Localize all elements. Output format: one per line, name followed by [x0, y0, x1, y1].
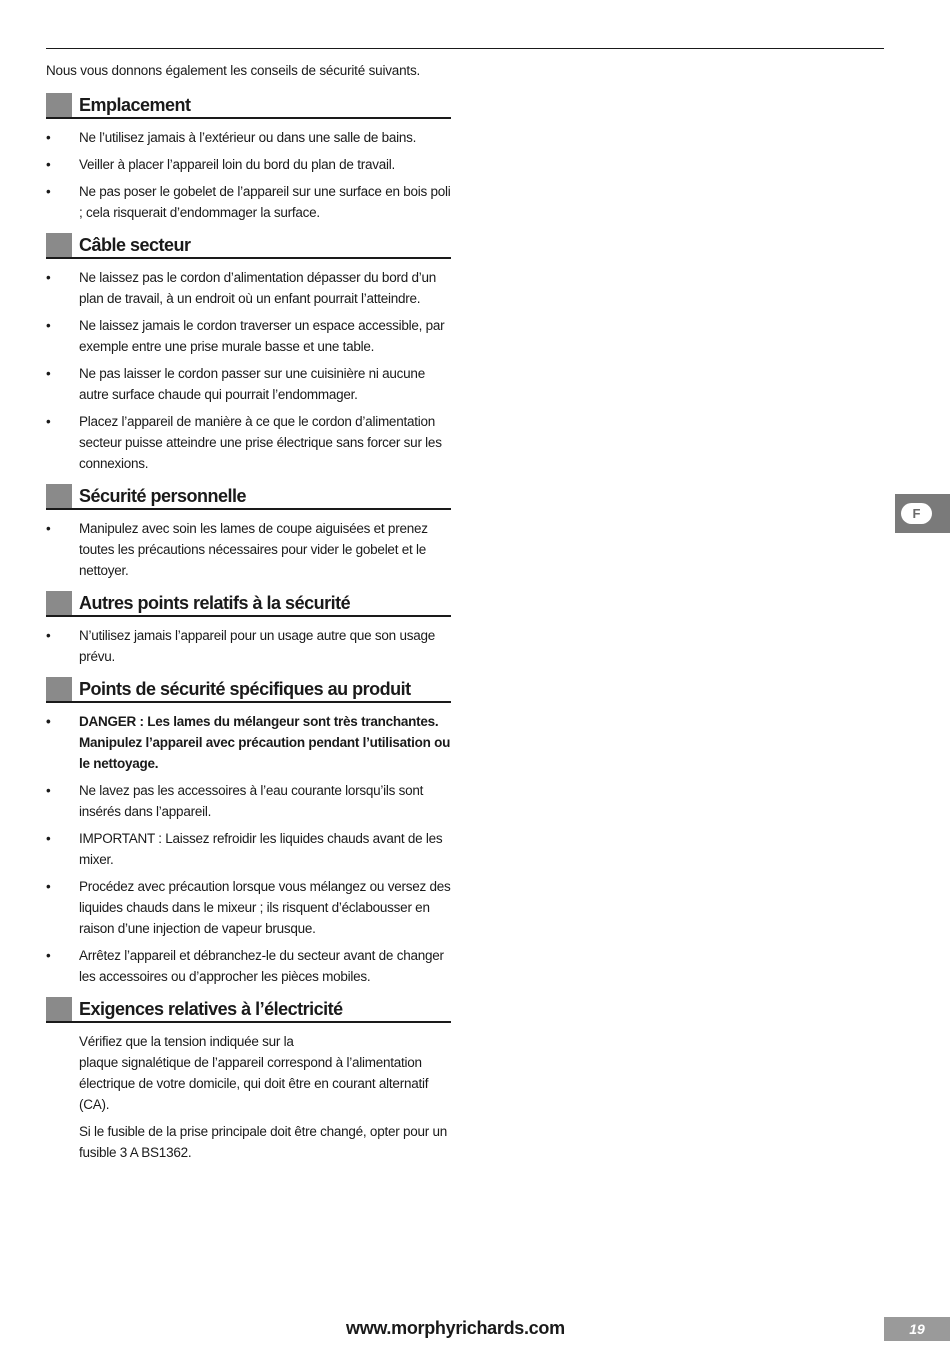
- list-item-text: DANGER : Les lames du mélangeur sont très tranchantes. Manipulez l’appareil avec précaution pendant l’utilisation ou le nettoyage.: [79, 714, 451, 771]
- list-item-text: Ne l’utilisez jamais à l’extérieur ou dans une salle de bains.: [79, 130, 417, 145]
- list-item-text: Ne laissez pas le cordon d’alimentation dépasser du bord d’un plan de travail, à un endroit où un enfant pourrait l’atteindre.: [79, 270, 436, 306]
- section-emplacement: [46, 93, 451, 223]
- bullet-icon: •: [46, 130, 51, 145]
- list-item-warning: [46, 711, 451, 774]
- list-item: [46, 625, 451, 667]
- list-item: [46, 411, 451, 474]
- list-item: [46, 945, 451, 987]
- bullet-list: [46, 127, 451, 223]
- list-item-text: Placez l’appareil de manière à ce que le cordon d’alimentation secteur puisse atteindre une prise électrique sans forcer sur les connexions.: [79, 414, 442, 471]
- main-content: [46, 60, 451, 1169]
- bullet-icon: •: [46, 783, 51, 798]
- bullet-icon: •: [46, 414, 51, 429]
- bullet-icon: •: [46, 157, 51, 172]
- bullet-icon: •: [46, 521, 51, 536]
- list-item-text: Manipulez avec soin les lames de coupe aiguisées et prenez toutes les précautions nécessaires pour vider le gobelet et le nettoyer.: [79, 521, 428, 578]
- bullet-icon: •: [46, 879, 51, 894]
- page-number: 19: [884, 1317, 950, 1341]
- heading-marker: [46, 997, 72, 1021]
- list-item-text: Arrêtez l’appareil et débranchez-le du secteur avant de changer les accessoires ou d’approcher les pièces mobiles.: [79, 948, 444, 984]
- paragraph: Si le fusible de la prise principale doit être changé, opter pour un fusible 3 A BS1362.: [79, 1124, 447, 1160]
- bullet-list: [46, 267, 451, 474]
- bullet-icon: •: [46, 831, 51, 846]
- language-tab: [895, 494, 950, 533]
- heading-marker: [46, 233, 72, 257]
- bullet-icon: •: [46, 714, 51, 729]
- section-title: Autres points relatifs à la sécurité: [79, 593, 351, 613]
- section-title: Exigences relatives à l’électricité: [79, 999, 343, 1019]
- section-heading: [46, 997, 451, 1023]
- list-item: [46, 780, 451, 822]
- bullet-list: [46, 625, 451, 667]
- heading-marker: [46, 484, 72, 508]
- list-item: [46, 181, 451, 223]
- list-item-text: Ne pas poser le gobelet de l’appareil sur une surface en bois poli ; cela risquerait d’endommager la surface.: [79, 184, 451, 220]
- section-title: Emplacement: [79, 95, 191, 115]
- list-item-text: Ne laissez jamais le cordon traverser un espace accessible, par exemple entre une prise murale basse et une table.: [79, 318, 445, 354]
- paragraph-line: plaque signalétique de l’appareil correspond à l’alimentation électrique de votre domicile, qui doit être en courant alternatif (CA).: [79, 1055, 429, 1112]
- list-item-text: Veiller à placer l’appareil loin du bord du plan de travail.: [79, 157, 395, 172]
- list-item-text: Ne pas laisser le cordon passer sur une cuisinière ni aucune autre surface chaude qui pourrait l’endommager.: [79, 366, 425, 402]
- bullet-icon: •: [46, 270, 51, 285]
- top-rule: [46, 48, 884, 49]
- language-label: F: [901, 503, 932, 524]
- section-heading: [46, 233, 451, 259]
- intro-text: Nous vous donnons également les conseils de sécurité suivants.: [46, 63, 421, 78]
- bullet-list: [46, 711, 451, 987]
- list-item: [46, 518, 451, 581]
- list-item-text: Ne lavez pas les accessoires à l’eau courante lorsqu’ils sont insérés dans l’appareil.: [79, 783, 424, 819]
- list-item: [46, 828, 451, 870]
- section-autres-points: [46, 591, 451, 667]
- section-points-specifiques: [46, 677, 451, 987]
- section-cable-secteur: [46, 233, 451, 474]
- bullet-list: [46, 518, 451, 581]
- paragraph: [46, 1031, 451, 1115]
- bullet-icon: •: [46, 366, 51, 381]
- list-item-text: IMPORTANT : Laissez refroidir les liquides chauds avant de les mixer.: [79, 831, 443, 867]
- section-title: Points de sécurité spécifiques au produit: [79, 679, 411, 699]
- heading-marker: [46, 93, 72, 117]
- list-item: [46, 267, 451, 309]
- list-item-text: Procédez avec précaution lorsque vous mélangez ou versez des liquides chauds dans le mixeur ; ils risquent d’éclabousser en raison d’une injection de vapeur brusque.: [79, 879, 451, 936]
- list-item: [46, 363, 451, 405]
- paragraph-line: Vérifiez que la tension indiquée sur la: [79, 1034, 294, 1049]
- section-exigences-electricite: [46, 997, 451, 1163]
- bullet-icon: •: [46, 318, 51, 333]
- list-item: [46, 127, 451, 148]
- section-title: Câble secteur: [79, 235, 191, 255]
- section-heading: [46, 677, 451, 703]
- section-title: Sécurité personnelle: [79, 486, 247, 506]
- section-heading: [46, 591, 451, 617]
- bullet-icon: •: [46, 948, 51, 963]
- section-securite-personnelle: [46, 484, 451, 581]
- list-item: [46, 154, 451, 175]
- heading-marker: [46, 591, 72, 615]
- list-item-text: N’utilisez jamais l’appareil pour un usage autre que son usage prévu.: [79, 628, 435, 664]
- bullet-icon: •: [46, 184, 51, 199]
- list-item: [46, 876, 451, 939]
- section-heading: [46, 484, 451, 510]
- bullet-icon: •: [46, 628, 51, 643]
- list-item: [46, 315, 451, 357]
- heading-marker: [46, 677, 72, 701]
- footer-website: www.morphyrichards.com: [346, 1318, 565, 1338]
- section-heading: [46, 93, 451, 119]
